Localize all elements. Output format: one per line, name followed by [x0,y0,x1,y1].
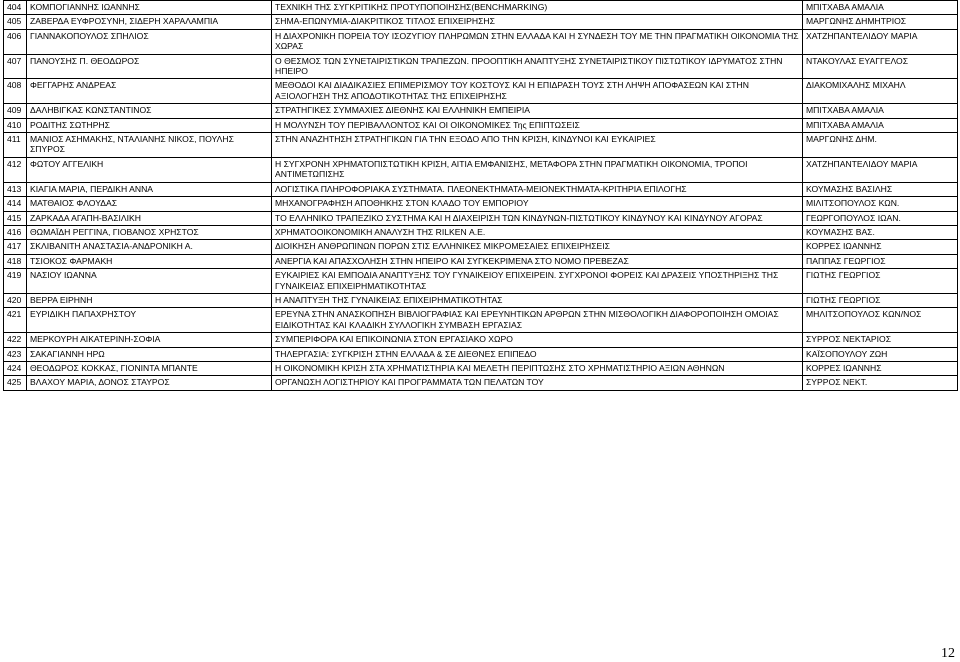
supervisor-name: ΜΗΛΙΤΣΟΠΟΥΛΟΣ ΚΩΝ/ΝΟΣ [803,308,958,333]
row-number: 415 [4,211,27,225]
thesis-title: ΤΟ ΕΛΛΗΝΙΚΟ ΤΡΑΠΕΖΙΚΟ ΣΥΣΤΗΜΑ ΚΑΙ Η ΔΙΑΧΕΙΡΙΣΗ ΤΩΝ ΚΙΝΔΥΝΩΝ-ΠΙΣΤΩΤΙΚΟΥ ΚΙΝΔΥΝΟΥ ΚΑΙ ΚΙΝΔΥΝΟΥ ΑΓΟΡΑΣ [272,211,803,225]
student-name: ΣΑΚΑΓΙΑΝΝΗ ΗΡΩ [27,347,272,361]
supervisor-name: ΜΑΡΓΩΝΗΣ ΔΗΜ. [803,133,958,158]
thesis-title: ΔΙΟΙΚΗΣΗ ΑΝΘΡΩΠΙΝΩΝ ΠΟΡΩΝ ΣΤΙΣ ΕΛΛΗΝΙΚΕΣ ΜΙΚΡΟΜΕΣΑΙΕΣ ΕΠΙΧΕΙΡΗΣΕΙΣ [272,240,803,254]
table-row [4,79,958,104]
thesis-title: ΤΗΛΕΡΓΑΣΙΑ: ΣΥΓΚΡΙΣΗ ΣΤΗΝ ΕΛΛΑΔΑ & ΣΕ ΔΙΕΘΝΕΣ ΕΠΙΠΕΔΟ [272,347,803,361]
thesis-title: ΜΗΧΑΝΟΓΡΑΦΗΣΗ ΑΠΟΘΗΚΗΣ ΣΤΟΝ ΚΛΑΔΟ ΤΟΥ ΕΜΠΟΡΙΟΥ [272,197,803,211]
supervisor-name: ΔΙΑΚΟΜΙΧΑΛΗΣ ΜΙΧΑΗΛ [803,79,958,104]
thesis-table [3,0,958,391]
thesis-title: ΟΡΓΑΝΩΣΗ ΛΟΓΙΣΤΗΡΙΟΥ ΚΑΙ ΠΡΟΓΡΑΜΜΑΤΑ ΤΩΝ ΠΕΛΑΤΩΝ ΤΟΥ [272,376,803,390]
student-name: ΝΑΣΙΟΥ ΙΩΑΝΝΑ [27,269,272,294]
supervisor-name: ΓΙΩΤΗΣ ΓΕΩΡΓΙΟΣ [803,269,958,294]
table-row [4,376,958,390]
table-row [4,118,958,132]
row-number: 420 [4,293,27,307]
supervisor-name: ΧΑΤΖΗΠΑΝΤΕΛΙΔΟΥ ΜΑΡΙΑ [803,29,958,54]
supervisor-name: ΚΑΪΣΟΠΟΥΛΟΥ ΖΩΗ [803,347,958,361]
row-number: 425 [4,376,27,390]
table-row [4,182,958,196]
table-row [4,225,958,239]
table-row [4,361,958,375]
table-row [4,15,958,29]
supervisor-name: ΣΥΡΡΟΣ ΝΕΚΤΑΡΙΟΣ [803,333,958,347]
student-name: ΣΚΛΙΒΑΝΙΤΗ ΑΝΑΣΤΑΣΙΑ-ΑΝΔΡΟΝΙΚΗ Α. [27,240,272,254]
supervisor-name: ΚΟΥΜΑΣΗΣ ΒΑΣ. [803,225,958,239]
row-number: 414 [4,197,27,211]
thesis-title: ΕΡΕΥΝΑ ΣΤΗΝ ΑΝΑΣΚΟΠΗΣΗ ΒΙΒΛΙΟΓΡΑΦΙΑΣ ΚΑΙ ΕΡΕΥΝΗΤΙΚΩΝ ΑΡΘΡΩΝ ΣΤΗΝ ΜΙΣΘΟΛΟΓΙΚΗ ΔΙΑΦΟΡΟΠΟΙΗΣΗ ΟΜΟΙΑΣ ΕΙΔΙΚΟΤΗΤΑΣ ΚΑΙ ΚΛΑΔΙΚΗ ΣΥΛΛΟΓΙΚΗ ΣΥΜΒΑΣΗ ΕΡΓΑΣΙΑΣ [272,308,803,333]
student-name: ΖΑΡΚΑΔΑ ΑΓΑΠΗ-ΒΑΣΙΛΙΚΗ [27,211,272,225]
table-row [4,347,958,361]
student-name: ΓΙΑΝΝΑΚΟΠΟΥΛΟΣ ΣΠΗΛΙΟΣ [27,29,272,54]
row-number: 407 [4,54,27,79]
student-name: ΔΑΛΗΒΙΓΚΑΣ ΚΩΝΣΤΑΝΤΙΝΟΣ [27,104,272,118]
row-number: 423 [4,347,27,361]
supervisor-name: ΚΟΡΡΕΣ ΙΩΑΝΝΗΣ [803,240,958,254]
thesis-title: ΕΥΚΑΙΡΙΕΣ ΚΑΙ ΕΜΠΟΔΙΑ ΑΝΑΠΤΥΞΗΣ ΤΟΥ ΓΥΝΑΙΚΕΙΟΥ ΕΠΙΧΕΙΡΕΙΝ. ΣΥΓΧΡΟΝΟΙ ΦΟΡΕΙΣ ΚΑΙ ΔΡΑΣΕΙΣ ΥΠΟΣΤΗΡΙΞΗΣ ΤΗΣ ΓΥΝΑΙΚΕΙΑΣ ΕΠΙΧΕΙΡΗΜΑΤΙΚΟΤΗΤΑΣ [272,269,803,294]
student-name: ΚΟΜΠΟΓΙΑΝΝΗΣ ΙΩΑΝΝΗΣ [27,1,272,15]
row-number: 406 [4,29,27,54]
table-row [4,293,958,307]
thesis-title: ΤΕΧΝΙΚΗ ΤΗΣ ΣΥΓΚΡΙΤΙΚΗΣ ΠΡΟΤΥΠΟΠΟΙΗΣΗΣ(BENCHMARKING) [272,1,803,15]
table-row [4,254,958,268]
table-row [4,1,958,15]
page-number: 12 [941,646,955,661]
row-number: 405 [4,15,27,29]
table-row [4,211,958,225]
row-number: 416 [4,225,27,239]
student-name: ΠΑΝΟΥΣΗΣ Π. ΘΕΟΔΩΡΟΣ [27,54,272,79]
thesis-title: ΣΤΡΑΤΗΓΙΚΕΣ ΣΥΜΜΑΧΙΕΣ ΔΙΕΘΝΗΣ ΚΑΙ ΕΛΛΗΝΙΚΗ ΕΜΠΕΙΡΙΑ [272,104,803,118]
supervisor-name: ΓΕΩΡΓΟΠΟΥΛΟΣ ΙΩΑΝ. [803,211,958,225]
thesis-title: Ο ΘΕΣΜΟΣ ΤΩΝ ΣΥΝΕΤΑΙΡΙΣΤΙΚΩΝ ΤΡΑΠΕΖΩΝ. ΠΡΟΟΠΤΙΚΗ ΑΝΑΠΤΥΞΗΣ ΣΥΝΕΤΑΙΡΙΣΤΙΚΟΥ ΠΙΣΤΩΤΙΚΟΥ ΙΔΡΥΜΑΤΟΣ ΣΤΗΝ ΗΠΕΙΡΟ [272,54,803,79]
thesis-title: ΣΤΗΝ ΑΝΑΖΗΤΗΣΗ ΣΤΡΑΤΗΓΙΚΩΝ ΓΙΑ ΤΗΝ ΕΞΟΔΟ ΑΠΟ ΤΗΝ ΚΡΙΣΗ, ΚΙΝΔΥΝΟΙ ΚΑΙ ΕΥΚΑΙΡΙΕΣ [272,133,803,158]
student-name: ΜΑΝΙΟΣ ΑΣΗΜΑΚΗΣ, ΝΤΑΛΙΑΝΗΣ ΝΙΚΟΣ, ΠΟΥΛΗΣ ΣΠΥΡΟΣ [27,133,272,158]
student-name: ΒΕΡΡΑ ΕΙΡΗΝΗ [27,293,272,307]
thesis-title: Η ΣΥΓΧΡΟΝΗ ΧΡΗΜΑΤΟΠΙΣΤΩΤΙΚΗ ΚΡΙΣΗ, ΑΙΤΙΑ ΕΜΦΑΝΙΣΗΣ, ΜΕΤΑΦΟΡΑ ΣΤΗΝ ΠΡΑΓΜΑΤΙΚΗ ΟΙΚΟΝΟΜΙΑ, ΤΡΟΠΟΙ ΑΝΤΙΜΕΤΩΠΙΣΗΣ [272,157,803,182]
supervisor-name: ΜΑΡΓΩΝΗΣ ΔΗΜΗΤΡΙΟΣ [803,15,958,29]
student-name: ΡΟΔΙΤΗΣ ΣΩΤΗΡΗΣ [27,118,272,132]
thesis-title: ΑΝΕΡΓΙΑ ΚΑΙ ΑΠΑΣΧΟΛΗΣΗ ΣΤΗΝ ΗΠΕΙΡΟ ΚΑΙ ΣΥΓΚΕΚΡΙΜΕΝΑ ΣΤΟ ΝΟΜΟ ΠΡΕΒΕΖΑΣ [272,254,803,268]
supervisor-name: ΣΥΡΡΟΣ ΝΕΚΤ. [803,376,958,390]
student-name: ΚΙΑΓΙΑ ΜΑΡΙΑ, ΠΕΡΔΙΚΗ ΑΝΝΑ [27,182,272,196]
thesis-title: Η ΔΙΑΧΡΟΝΙΚΗ ΠΟΡΕΙΑ ΤΟΥ ΙΣΟΖΥΓΙΟΥ ΠΛΗΡΩΜΩΝ ΣΤΗΝ ΕΛΛΑΔΑ ΚΑΙ Η ΣΥΝΔΕΣΗ ΤΟΥ ΜΕ ΤΗΝ ΠΡΑΓΜΑΤΙΚΗ ΟΙΚΟΝΟΜΙΑ ΤΗΣ ΧΩΡΑΣ [272,29,803,54]
student-name: ΘΩΜΑΪΔΗ ΡΕΓΓΙΝΑ, ΓΙΟΒΑΝΟΣ ΧΡΗΣΤΟΣ [27,225,272,239]
supervisor-name: ΓΙΩΤΗΣ ΓΕΩΡΓΙΟΣ [803,293,958,307]
thesis-table-body [4,1,958,391]
row-number: 421 [4,308,27,333]
supervisor-name: ΧΑΤΖΗΠΑΝΤΕΛΙΔΟΥ ΜΑΡΙΑ [803,157,958,182]
student-name: ΘΕΟΔΩΡΟΣ ΚΟΚΚΑΣ, ΓΙΟΝΙΝΤΑ ΜΠΑΝΤΕ [27,361,272,375]
student-name: ΦΩΤΟΥ ΑΓΓΕΛΙΚΗ [27,157,272,182]
row-number: 422 [4,333,27,347]
supervisor-name: ΜΠΙΤΧΑΒΑ ΑΜΑΛΙΑ [803,104,958,118]
table-row [4,240,958,254]
supervisor-name: ΠΑΠΠΑΣ ΓΕΩΡΓΙΟΣ [803,254,958,268]
row-number: 404 [4,1,27,15]
student-name: ΜΑΤΘΑΙΟΣ ΦΛΟΥΔΑΣ [27,197,272,211]
row-number: 417 [4,240,27,254]
row-number: 410 [4,118,27,132]
row-number: 411 [4,133,27,158]
row-number: 412 [4,157,27,182]
table-row [4,157,958,182]
row-number: 419 [4,269,27,294]
thesis-title: ΛΟΓΙΣΤΙΚΑ ΠΛΗΡΟΦΟΡΙΑΚΑ ΣΥΣΤΗΜΑΤΑ. ΠΛΕΟΝΕΚΤΗΜΑΤΑ-ΜΕΙΟΝΕΚΤΗΜΑΤΑ-ΚΡΙΤΗΡΙΑ ΕΠΙΛΟΓΗΣ [272,182,803,196]
table-row [4,54,958,79]
supervisor-name: ΚΟΥΜΑΣΗΣ ΒΑΣΙΛΗΣ [803,182,958,196]
supervisor-name: ΜΠΙΤΧΑΒΑ ΑΜΑΛΙΑ [803,118,958,132]
student-name: ΤΣΙΟΚΟΣ ΦΑΡΜΑΚΗ [27,254,272,268]
row-number: 409 [4,104,27,118]
thesis-title: Η ΟΙΚΟΝΟΜΙΚΗ ΚΡΙΣΗ ΣΤΑ ΧΡΗΜΑΤΙΣΤΗΡΙΑ ΚΑΙ ΜΕΛΕΤΗ ΠΕΡΙΠΤΩΣΗΣ ΣΤΟ ΧΡΗΜΑΤΙΣΤΗΡΙΟ ΑΞΙΩΝ ΑΘΗΝΩΝ [272,361,803,375]
supervisor-name: ΜΙΛΙΤΣΟΠΟΥΛΟΣ ΚΩΝ. [803,197,958,211]
table-row [4,308,958,333]
supervisor-name: ΜΠΙΤΧΑΒΑ ΑΜΑΛΙΑ [803,1,958,15]
row-number: 413 [4,182,27,196]
student-name: ΖΑΒΕΡΔΑ ΕΥΦΡΟΣΥΝΗ, ΣΙΔΕΡΗ ΧΑΡΑΛΑΜΠΙΑ [27,15,272,29]
table-row [4,333,958,347]
row-number: 424 [4,361,27,375]
table-row [4,104,958,118]
thesis-title: Η ΑΝΑΠΤΥΞΗ ΤΗΣ ΓΥΝΑΙΚΕΙΑΣ ΕΠΙΧΕΙΡΗΜΑΤΙΚΟΤΗΤΑΣ [272,293,803,307]
table-row [4,133,958,158]
thesis-title: ΣΥΜΠΕΡΙΦΟΡΑ ΚΑΙ ΕΠΙΚΟΙΝΩΝΙΑ ΣΤΟΝ ΕΡΓΑΣΙΑΚΟ ΧΩΡΟ [272,333,803,347]
supervisor-name: ΝΤΑΚΟΥΛΑΣ ΕΥΑΓΓΕΛΟΣ [803,54,958,79]
table-row [4,269,958,294]
row-number: 418 [4,254,27,268]
student-name: ΒΛΑΧΟΥ ΜΑΡΙΑ, ΔΟΝΟΣ ΣΤΑΥΡΟΣ [27,376,272,390]
thesis-title: ΧΡΗΜΑΤΟΟΙΚΟΝΟΜΙΚΗ ΑΝΑΛΥΣΗ ΤΗΣ RILKEN Α.Ε. [272,225,803,239]
thesis-title: Η ΜΟΛΥΝΣΗ ΤΟΥ ΠΕΡΙΒΑΛΛΟΝΤΟΣ ΚΑΙ ΟΙ ΟΙΚΟΝΟΜΙΚΕΣ Της ΕΠΙΠΤΩΣΕΙΣ [272,118,803,132]
table-row [4,197,958,211]
student-name: ΜΕΡΚΟΥΡΗ ΑΙΚΑΤΕΡΙΝΗ-ΣΟΦΙΑ [27,333,272,347]
supervisor-name: ΚΟΡΡΕΣ ΙΩΑΝΝΗΣ [803,361,958,375]
thesis-title: ΜΕΘΟΔΟΙ ΚΑΙ ΔΙΑΔΙΚΑΣΙΕΣ ΕΠΙΜΕΡΙΣΜΟΥ ΤΟΥ ΚΟΣΤΟΥΣ ΚΑΙ Η ΕΠΙΔΡΑΣΗ ΤΟΥΣ ΣΤΗ ΛΗΨΗ ΑΠΟΦΑΣΕΩΝ ΚΑΙ ΣΤΗΝ ΑΞΙΟΛΟΓΗΣΗ ΤΗΣ ΑΠΟΔΟΤΙΚΟΤΗΤΑΣ ΤΗΣ ΕΠΙΧΕΙΡΗΣΗΣ [272,79,803,104]
table-row [4,29,958,54]
thesis-title: ΣΗΜΑ-ΕΠΩΝΥΜΙΑ-ΔΙΑΚΡΙΤΙΚΟΣ ΤΙΤΛΟΣ ΕΠΙΧΕΙΡΗΣΗΣ [272,15,803,29]
row-number: 408 [4,79,27,104]
student-name: ΦΕΓΓΑΡΗΣ ΑΝΔΡΕΑΣ [27,79,272,104]
student-name: ΕΥΡΙΔΙΚΗ ΠΑΠΑΧΡΗΣΤΟΥ [27,308,272,333]
